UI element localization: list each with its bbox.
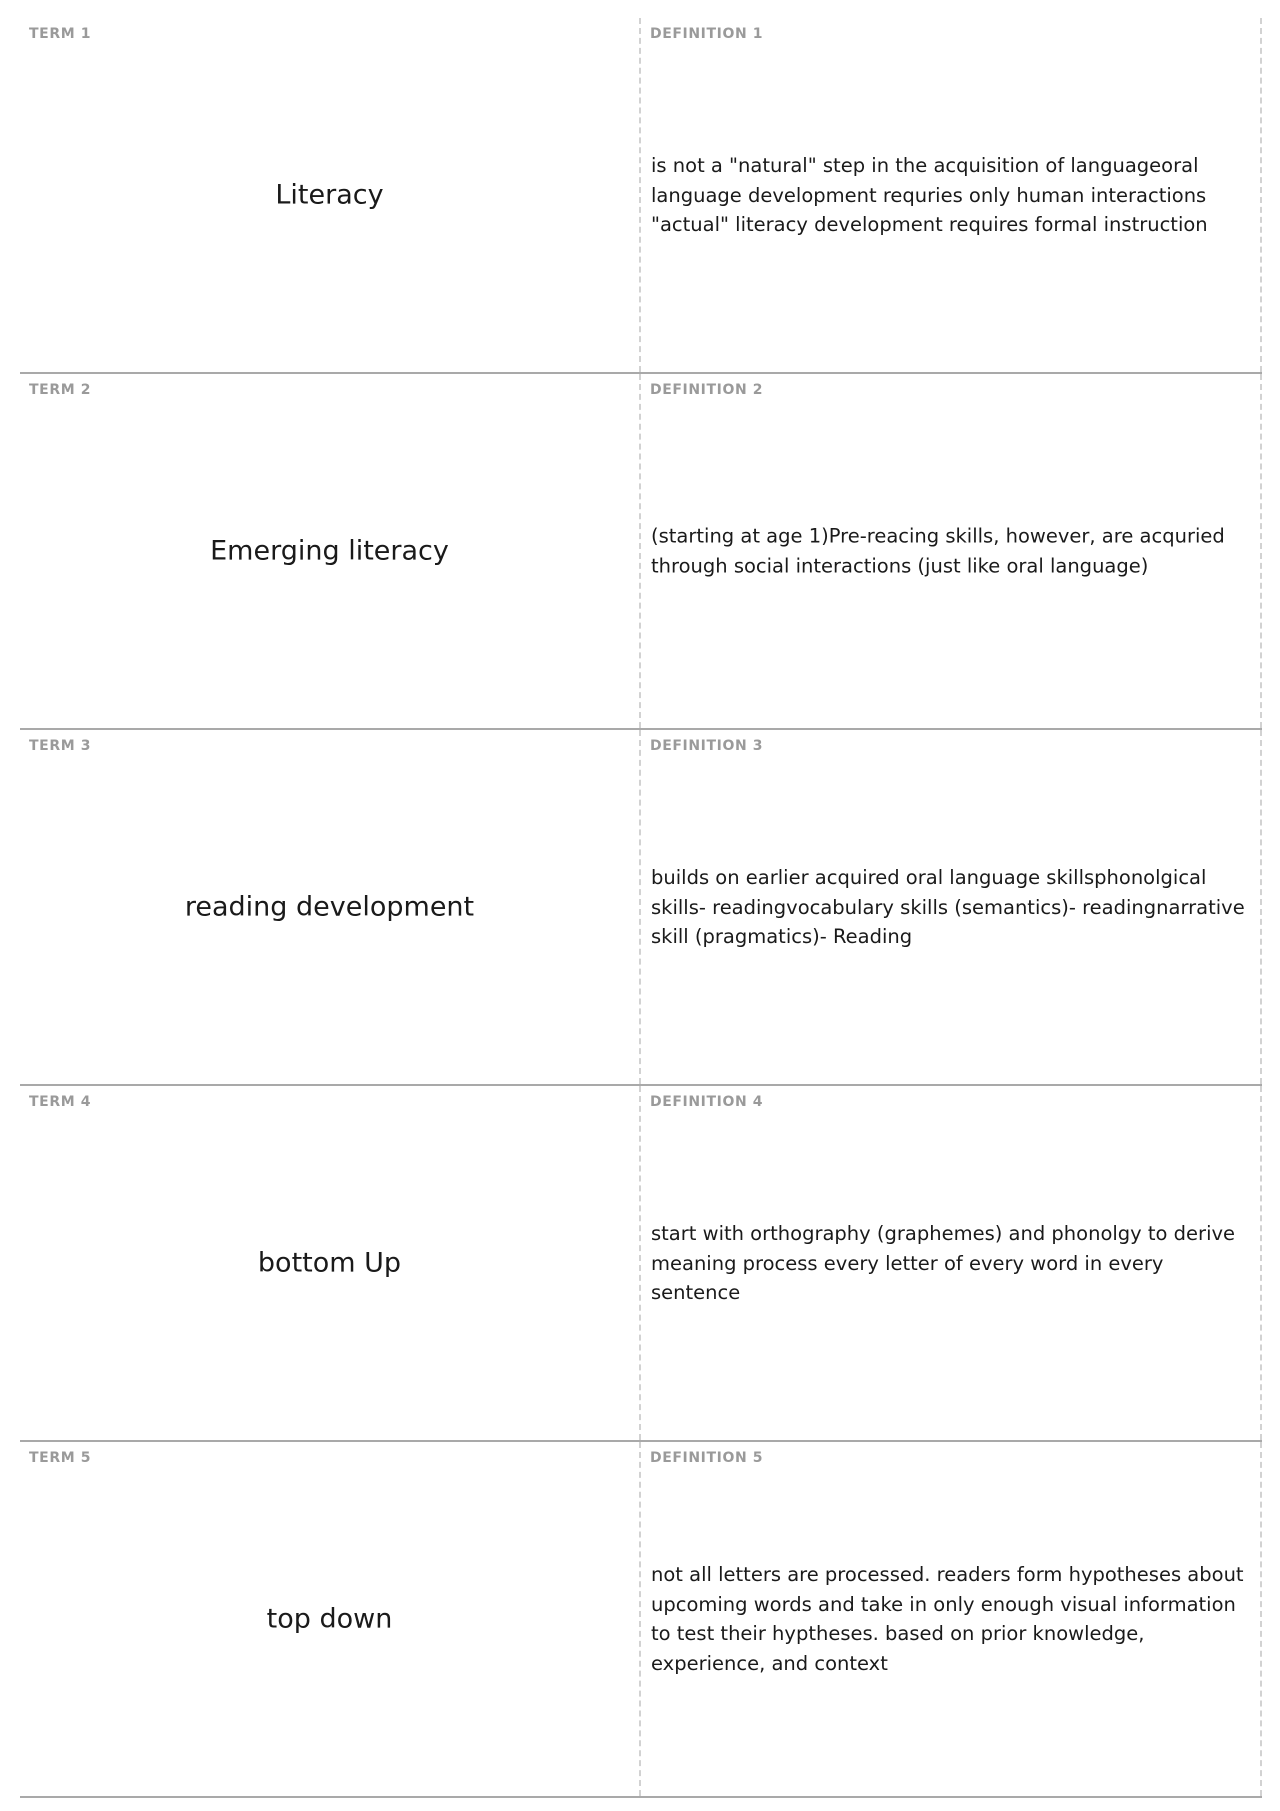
definition-text: not all letters are processed. readers form hypotheses about upcoming words and take in only enough visual information to test their hyptheses. based on prior knowledge, experience, and context <box>651 1563 1244 1675</box>
definition-cell-5 <box>641 1442 1262 1796</box>
flashcard-sheet <box>20 18 1262 1800</box>
definition-label: DEFINITION 5 <box>650 1450 764 1466</box>
term-cell-3 <box>20 730 641 1084</box>
definition-cell-4 <box>641 1086 1262 1440</box>
definition-text: builds on earlier acquired oral language skillsphonolgical skills- readingvocabulary skills (semantics)- readingnarrative skill (pragmatics)- Reading <box>651 865 1245 948</box>
definition-text: is not a "natural" step in the acquisition of languageoral language development requries only human interactions "actual" literacy development requires formal instruction <box>651 153 1208 236</box>
flashcard-row-4 <box>20 1086 1262 1442</box>
term-label: TERM 1 <box>29 26 92 42</box>
definition-cell-1 <box>641 18 1262 372</box>
definition-text: start with orthography (graphemes) and phonolgy to derive meaning process every letter of every word in every sentence <box>651 1221 1236 1304</box>
term-cell-4 <box>20 1086 641 1440</box>
term-label: TERM 4 <box>29 1094 92 1110</box>
term-label: TERM 5 <box>29 1450 92 1466</box>
term-text: bottom Up <box>257 1247 402 1279</box>
term-text: Emerging literacy <box>210 535 449 567</box>
term-cell-1 <box>20 18 641 372</box>
term-label: TERM 3 <box>29 738 92 754</box>
flashcard-row-3 <box>20 730 1262 1086</box>
definition-cell-3 <box>641 730 1262 1084</box>
term-cell-2 <box>20 374 641 728</box>
term-label: TERM 2 <box>29 382 92 398</box>
flashcard-row-1 <box>20 18 1262 374</box>
term-text: top down <box>266 1603 393 1635</box>
definition-label: DEFINITION 3 <box>650 738 764 754</box>
definition-cell-2 <box>641 374 1262 728</box>
definition-label: DEFINITION 1 <box>650 26 764 42</box>
flashcard-row-2 <box>20 374 1262 730</box>
term-cell-5 <box>20 1442 641 1796</box>
flashcard-row-5 <box>20 1442 1262 1798</box>
definition-label: DEFINITION 4 <box>650 1094 764 1110</box>
term-text: Literacy <box>275 179 384 211</box>
term-text: reading development <box>184 891 475 923</box>
definition-label: DEFINITION 2 <box>650 382 764 398</box>
definition-text: (starting at age 1)Pre-reacing skills, however, are acquried through social interactions (just like oral language) <box>651 524 1225 577</box>
